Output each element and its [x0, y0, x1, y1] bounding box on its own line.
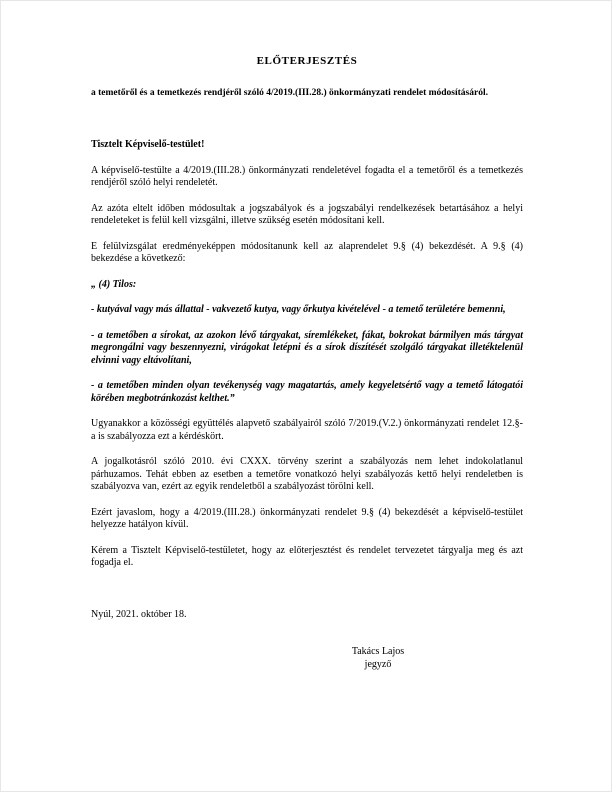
date-line: Nyúl, 2021. október 18.: [91, 608, 187, 620]
document-subject: a temetőről és a temetkezés rendjéről szóló 4/2019.(III.28.) önkormányzati rendelet módosításáról.: [91, 88, 488, 98]
closing-paragraph: Ezért javaslom, hogy a 4/2019.(III.28.) önkormányzati rendelet 9.§ (4) bekezdését a képviselő-testület helyezze hatályon kívül.: [91, 506, 523, 530]
closing-paragraph: Kérem a Tisztelt Képviselő-testületet, hogy az előterjesztést és rendelet tervezetet tárgyalja meg és azt fogadja el.: [91, 544, 523, 568]
quoted-rule-item: - a temetőben a sírokat, az azokon lévő tárgyakat, síremlékeket, fákat, bokrokat bármilyen más tárgyat megrongálni vagy beszennyezni, virágokat letépni és a sírok díszítését szolgáló tárgyakat illetéktelenül elvinni vagy eltávolítani,: [91, 329, 523, 366]
body-paragraph: Az azóta eltelt időben módosultak a jogszabályok és a jogszabályi rendelkezések betartásához a helyi rendeleteket is felül kell vizsgálni, illetve szükség esetén módosítani kell.: [91, 202, 523, 226]
body-paragraph: E felülvizsgálat eredményeképpen módosítanunk kell az alaprendelet 9.§ (4) bekezdését. A 9.§ (4) bekezdése a következő:: [91, 240, 523, 264]
salutation: Tisztelt Képviselő-testület!: [91, 139, 205, 150]
signature-name: Takács Lajos: [351, 646, 405, 657]
quoted-rule-item: - a temetőben minden olyan tevékenység vagy magatartás, amely kegyeletsértő vagy a temető látogatói körében megbotránkozást kelthet.”: [91, 380, 523, 404]
signature-role: jegyző: [364, 658, 392, 670]
document-title: ELŐTERJESZTÉS: [256, 55, 358, 67]
document-content: [91, 1, 523, 671]
quoted-rule-opening: „ (4) Tilos:: [91, 278, 137, 290]
signature-block: [308, 646, 448, 671]
quoted-rule-item: - kutyával vagy más állattal - vakvezető kutya, vagy őrkutya kivételével - a temető területére bemenni,: [91, 304, 506, 315]
closing-paragraph: Ugyanakkor a közösségi együttélés alapvető szabályairól szóló 7/2019.(V.2.) önkormányzati rendelet 12.§-a is szabályozza ezt a kérdéskört.: [91, 418, 523, 442]
closing-paragraph: A jogalkotásról szóló 2010. évi CXXX. törvény szerint a szabályozás nem lehet indokolatlanul párhuzamos. Tehát ebben az esetben a temetőre vonatkozó helyi szabályozás kettő helyi rendeletben is szabályozva van, ezért az egyik rendeletből a szabályozást törölni kell.: [91, 456, 523, 492]
body-paragraph: A képviselő-testülte a 4/2019.(III.28.) önkormányzati rendeletével fogadta el a temetőről és a temetkezés rendjéről szóló helyi rendeletét.: [91, 164, 523, 188]
